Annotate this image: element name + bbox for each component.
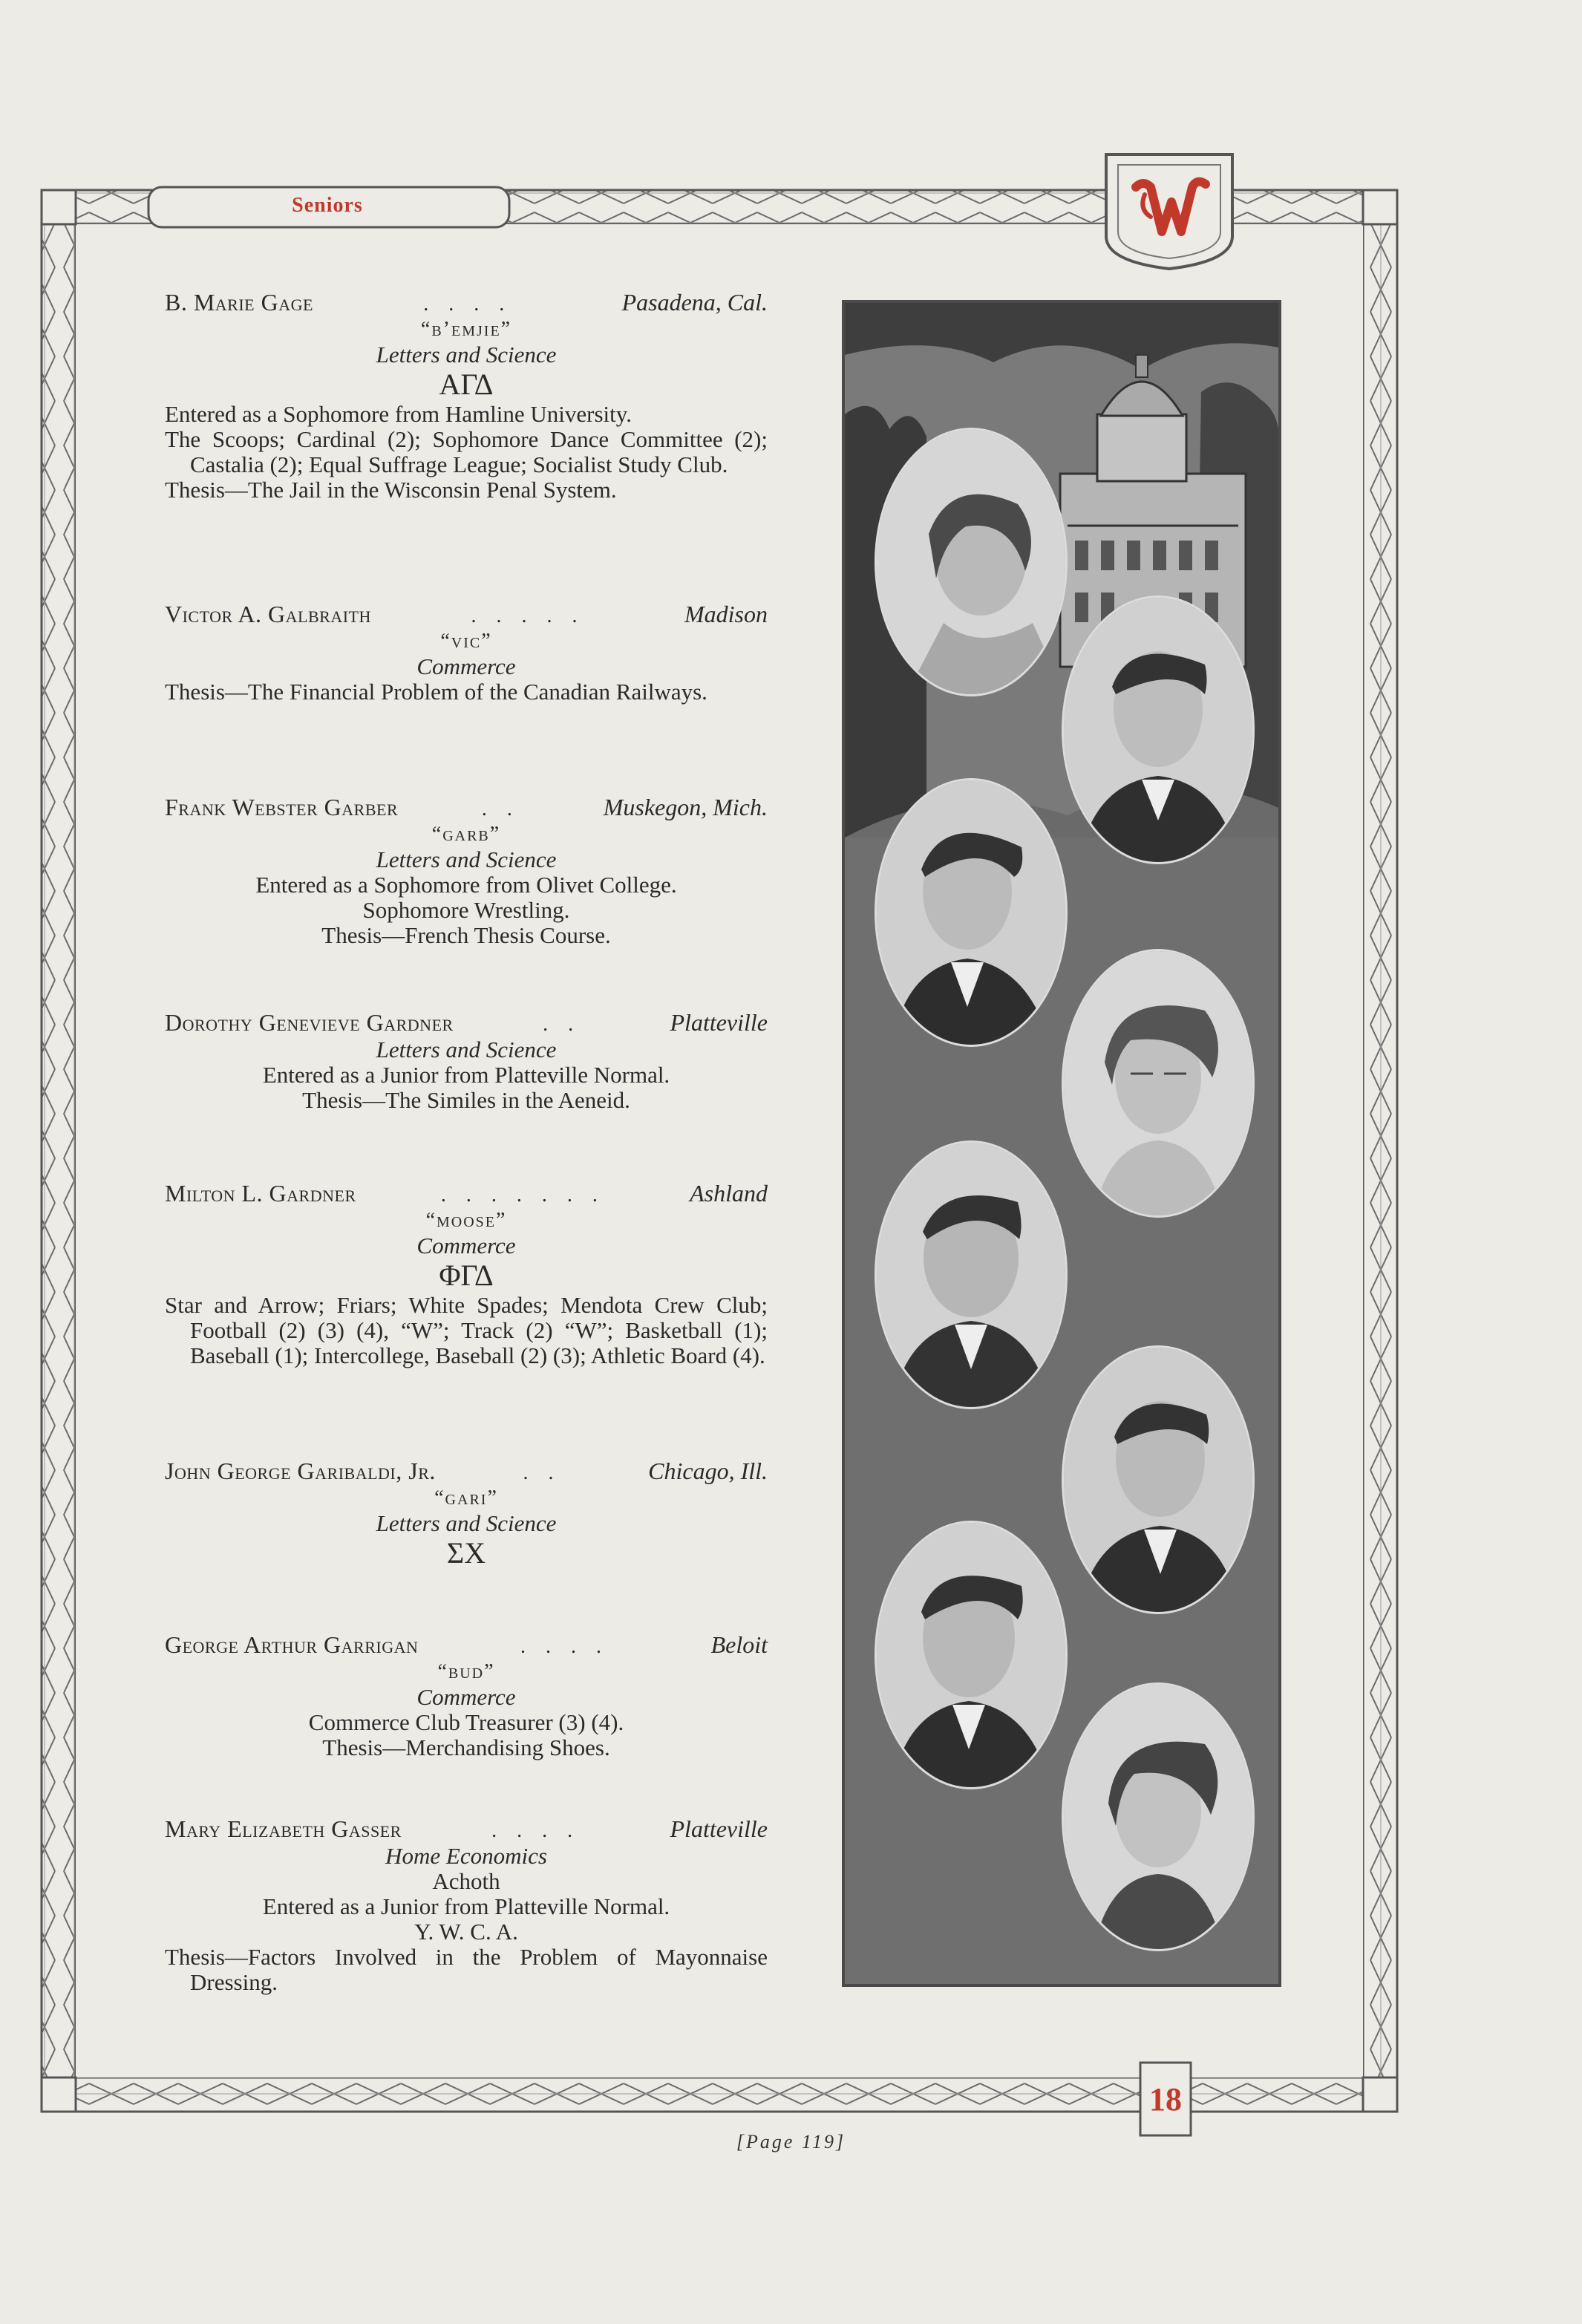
senior-detail: Thesis—The Jail in the Wisconsin Penal System. bbox=[165, 477, 617, 503]
senior-detail: The Scoops; Cardinal (2); Sophomore Dance Committee (2); Castalia (2); Equal Suffrage League; Socialist Study Club. bbox=[165, 426, 768, 477]
senior-detail: Entered as a Sophomore from Olivet College. bbox=[255, 872, 677, 898]
portrait-photo bbox=[1062, 949, 1255, 1218]
class-year-badge: 18 bbox=[1149, 2080, 1182, 2118]
senior-course: Commerce bbox=[416, 653, 516, 679]
senior-entry bbox=[165, 1458, 768, 1570]
wisconsin-w-logo bbox=[1128, 165, 1210, 254]
senior-course: Letters and Science bbox=[376, 342, 557, 368]
senior-hometown: Platteville bbox=[670, 1815, 768, 1842]
senior-detail: Entered as a Junior from Platteville Normal. bbox=[262, 1893, 670, 1919]
senior-detail: Entered as a Junior from Platteville Normal. bbox=[262, 1062, 670, 1088]
senior-detail: Thesis—Merchandising Shoes. bbox=[322, 1734, 610, 1760]
senior-nickname: “garb” bbox=[431, 823, 501, 846]
senior-detail: Sophomore Wrestling. bbox=[362, 897, 570, 923]
leader-dots: . . . . . bbox=[471, 604, 585, 627]
senior-entry bbox=[165, 1632, 768, 1760]
leader-dots: . . . . bbox=[520, 1635, 609, 1658]
senior-detail: Thesis—The Financial Problem of the Canadian Railways. bbox=[165, 679, 707, 705]
leader-dots: . . bbox=[543, 1013, 581, 1036]
senior-course: Commerce bbox=[416, 1233, 516, 1259]
senior-hometown: Ashland bbox=[690, 1180, 768, 1207]
senior-nickname: “moose” bbox=[425, 1209, 507, 1232]
senior-name: Mary Elizabeth Gasser bbox=[165, 1815, 402, 1842]
senior-name: John George Garibaldi, Jr. bbox=[165, 1458, 436, 1484]
senior-nickname: “gari” bbox=[434, 1486, 498, 1509]
page-number: [Page 119] bbox=[736, 2131, 846, 2152]
portrait-image bbox=[877, 780, 1065, 1045]
senior-course: Letters and Science bbox=[376, 846, 557, 872]
senior-course: Letters and Science bbox=[376, 1037, 557, 1063]
senior-entry bbox=[165, 601, 768, 705]
leader-dots: . . . . bbox=[491, 1819, 581, 1842]
senior-detail: Thesis—The Similes in the Aeneid. bbox=[302, 1087, 630, 1113]
senior-name: George Arthur Garrigan bbox=[165, 1631, 419, 1658]
senior-detail: Star and Arrow; Friars; White Spades; Mendota Crew Club; Football (2) (3) (4), “W”; Track (2) “W”; Basketball (1); Baseball (1); Intercollege, Baseball (2) (3); Athletic Board (4). bbox=[165, 1292, 768, 1368]
portrait-photo bbox=[875, 428, 1068, 696]
senior-name: Dorothy Genevieve Gardner bbox=[165, 1009, 454, 1036]
senior-nickname: “b’emjie” bbox=[420, 318, 512, 341]
senior-course: Commerce bbox=[416, 1684, 516, 1710]
portrait-image bbox=[877, 430, 1065, 694]
senior-name: B. Marie Gage bbox=[165, 289, 313, 316]
senior-detail: Entered as a Sophomore from Hamline University. bbox=[165, 401, 633, 427]
senior-hometown: Beloit bbox=[710, 1631, 768, 1658]
senior-hometown: Chicago, Ill. bbox=[648, 1458, 768, 1484]
portrait-photo bbox=[875, 778, 1068, 1047]
senior-hometown: Platteville bbox=[670, 1009, 768, 1036]
fraternity-letters: ΣΧ bbox=[446, 1536, 486, 1570]
portrait-photo bbox=[875, 1140, 1068, 1409]
portrait-photo bbox=[1062, 1682, 1255, 1951]
senior-name: Frank Webster Garber bbox=[165, 794, 399, 820]
portrait-strip bbox=[842, 300, 1281, 1987]
senior-entry bbox=[165, 1010, 768, 1113]
senior-name: Victor A. Galbraith bbox=[165, 601, 371, 627]
senior-detail: Thesis—Factors Involved in the Problem of Mayonnaise Dressing. bbox=[165, 1944, 768, 1995]
leader-dots: . . bbox=[481, 797, 520, 820]
senior-hometown: Madison bbox=[684, 601, 768, 627]
portrait-image bbox=[877, 1523, 1065, 1787]
senior-entry bbox=[165, 290, 768, 503]
leader-dots: . . . . . . . bbox=[440, 1184, 605, 1207]
portrait-image bbox=[1064, 598, 1252, 862]
portrait-image bbox=[1064, 1348, 1252, 1612]
senior-detail: Thesis—French Thesis Course. bbox=[321, 922, 611, 948]
senior-hometown: Muskegon, Mich. bbox=[603, 794, 768, 820]
portrait-image bbox=[877, 1143, 1065, 1407]
portrait-photo bbox=[875, 1521, 1068, 1789]
senior-name: Milton L. Gardner bbox=[165, 1180, 356, 1207]
senior-detail: Commerce Club Treasurer (3) (4). bbox=[308, 1709, 624, 1735]
leader-dots: . . bbox=[523, 1461, 561, 1484]
senior-nickname: “vic” bbox=[440, 630, 492, 653]
senior-course: Home Economics bbox=[385, 1843, 547, 1869]
leader-dots: . . . . bbox=[423, 293, 512, 316]
fraternity-letters: ΦΓΔ bbox=[439, 1259, 494, 1292]
portrait-image bbox=[1064, 951, 1252, 1215]
senior-nickname: “bud” bbox=[437, 1660, 495, 1683]
senior-entry bbox=[165, 794, 768, 948]
section-title: Seniors bbox=[292, 194, 363, 217]
senior-detail: Achoth bbox=[432, 1868, 500, 1894]
fraternity-letters: ΑΓΔ bbox=[439, 368, 494, 401]
senior-course: Letters and Science bbox=[376, 1510, 557, 1536]
portrait-photo bbox=[1062, 595, 1255, 864]
senior-entry bbox=[165, 1181, 768, 1368]
portrait-photo bbox=[1062, 1345, 1255, 1614]
senior-entry bbox=[165, 1816, 768, 1995]
portrait-image bbox=[1064, 1685, 1252, 1949]
senior-hometown: Pasadena, Cal. bbox=[621, 289, 768, 316]
senior-detail: Y. W. C. A. bbox=[414, 1919, 518, 1945]
